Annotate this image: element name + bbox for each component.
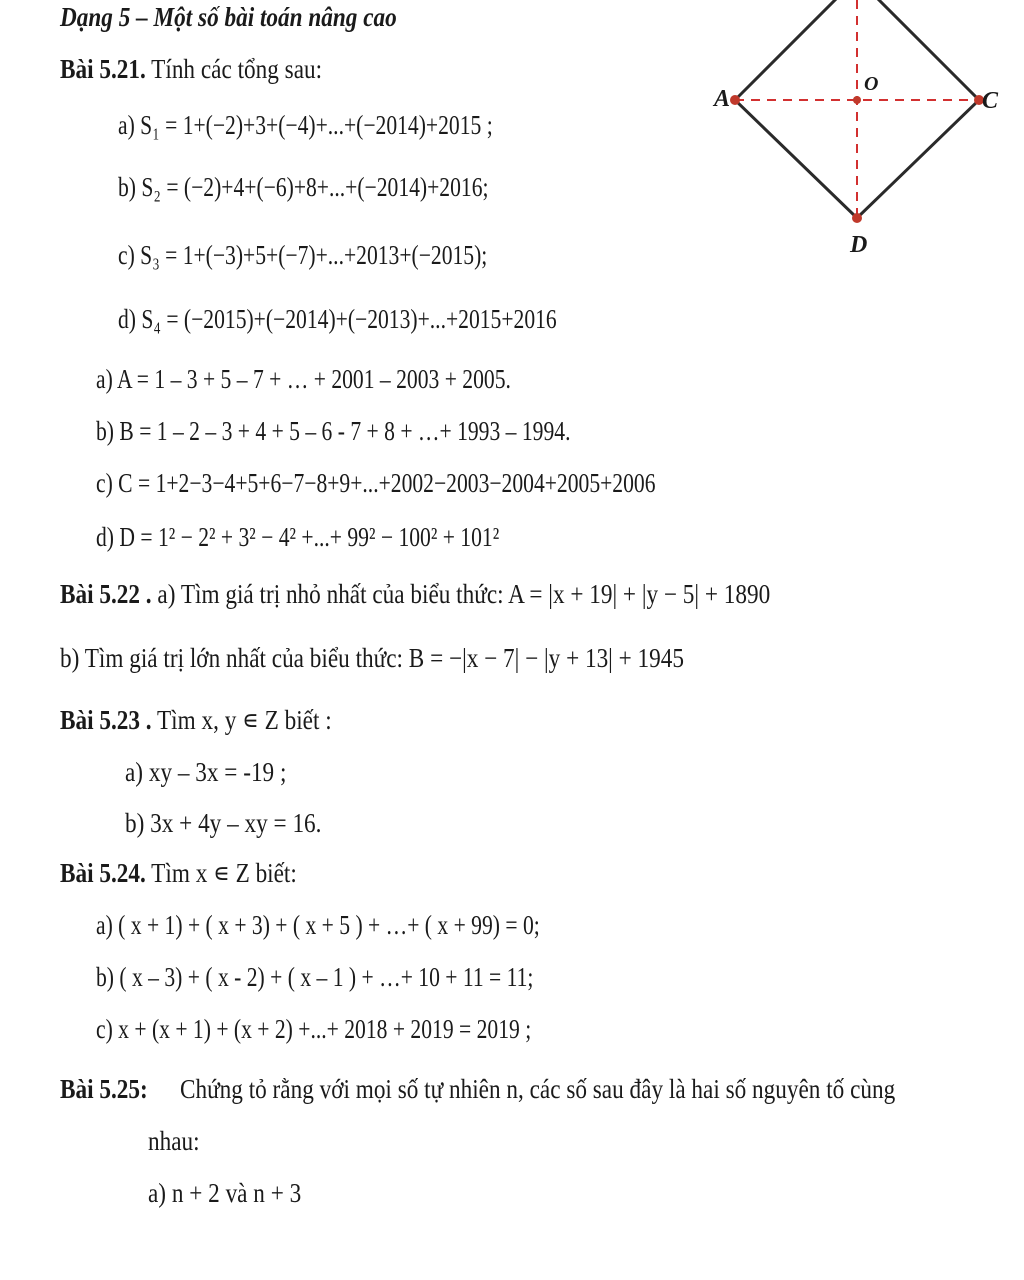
square-diagram xyxy=(700,0,1024,280)
exercise-5-25-text-cont: nhau: xyxy=(148,1126,200,1156)
exercise-5-24-item-a: a) ( x + 1) + ( x + 3) + ( x + 5 ) + …+ ( x + 99) = 0; xyxy=(96,910,540,940)
exercise-5-21-item-s4: d) S₄ = (−2015)+(−2014)+(−2013)+...+2015+2016 xyxy=(118,304,557,334)
exercise-5-22-a xyxy=(60,577,770,611)
exercise-5-24-item-b: b) ( x – 3) + ( x - 2) + ( x – 1 ) + …+ 10 + 11 = 11; xyxy=(96,962,534,992)
exercise-5-25-header xyxy=(60,1072,895,1106)
exercise-5-23-title: Bài 5.23 . xyxy=(60,705,152,735)
exercise-5-21-item-b: b) B = 1 – 2 – 3 + 4 + 5 – 6 - 7 + 8 + …+ 1993 – 1994. xyxy=(96,416,571,446)
exercise-5-23-header xyxy=(60,703,332,737)
exercise-5-22-title: Bài 5.22 . xyxy=(60,579,152,609)
exercise-5-24-intro: Tìm x ∊ Z biết: xyxy=(151,858,297,888)
exercise-5-22-a-text: a) Tìm giá trị nhỏ nhất của biểu thức: A = |x + 19| + |y − 5| + 1890 xyxy=(157,579,771,609)
exercise-5-21-header xyxy=(60,52,322,86)
exercise-5-21-item-c: c) C = 1+2−3−4+5+6−7−8+9+...+2002−2003−2004+2005+2006 xyxy=(96,468,656,498)
exercise-5-21-item-s3: c) S₃ = 1+(−3)+5+(−7)+...+2013+(−2015); xyxy=(118,240,488,270)
exercise-5-22-b: b) Tìm giá trị lớn nhất của biểu thức: B = −|x − 7| − |y + 13| + 1945 xyxy=(60,643,684,673)
label-a: A xyxy=(714,86,731,112)
label-c: C xyxy=(982,88,999,114)
point-d xyxy=(852,213,862,223)
exercise-5-25-item-a: a) n + 2 và n + 3 xyxy=(148,1178,302,1208)
point-o xyxy=(853,96,861,104)
exercise-5-21-item-a: a) A = 1 – 3 + 5 – 7 + … + 2001 – 2003 + 2005. xyxy=(96,364,511,394)
exercise-5-21-title: Bài 5.21. xyxy=(60,54,146,84)
exercise-5-23-item-a: a) xy – 3x = -19 ; xyxy=(125,757,287,787)
exercise-5-21-item-s2: b) S₂ = (−2)+4+(−6)+8+...+(−2014)+2016; xyxy=(118,172,489,202)
exercise-5-23-intro: Tìm x, y ∊ Z biết : xyxy=(156,705,332,735)
exercise-5-21-intro: Tính các tổng sau: xyxy=(151,54,323,84)
label-d: D xyxy=(850,232,868,258)
point-a xyxy=(730,95,740,105)
exercise-5-23-item-b: b) 3x + 4y – xy = 16. xyxy=(125,808,322,838)
exercise-5-25-text: Chứng tỏ rằng với mọi số tự nhiên n, các số sau đây là hai số nguyên tố cùng xyxy=(179,1074,896,1104)
exercise-5-21-item-s1: a) S₁ = 1+(−2)+3+(−4)+...+(−2014)+2015 ; xyxy=(118,110,493,140)
exercise-5-24-item-c: c) x + (x + 1) + (x + 2) +...+ 2018 + 2019 = 2019 ; xyxy=(96,1014,532,1044)
exercise-5-24-title: Bài 5.24. xyxy=(60,858,146,888)
exercise-5-21-item-d: d) D = 1² − 2² + 3² − 4² +...+ 99² − 100² + 101² xyxy=(96,522,500,552)
label-o: O xyxy=(864,73,879,95)
exercise-5-25-title: Bài 5.25: xyxy=(60,1074,148,1104)
exercise-5-24-header xyxy=(60,856,297,890)
section-heading: Dạng 5 – Một số bài toán nâng cao xyxy=(60,2,397,32)
